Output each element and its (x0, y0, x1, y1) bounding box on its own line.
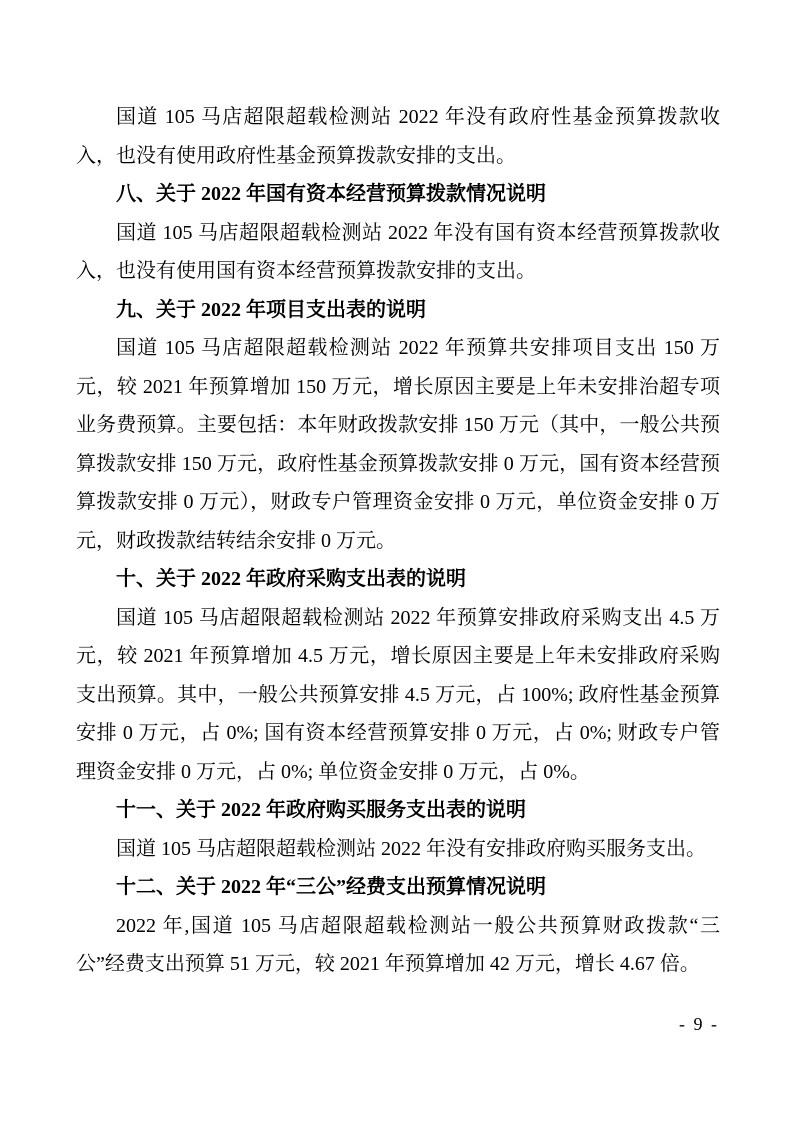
heading-section-12: 十二、关于 2022 年“三公”经费支出预算情况说明 (116, 876, 546, 898)
paragraph-govt-fund-none: 国道 105 马店超限超载检测站 2022 年没有政府性基金预算拨款收入，也没有使用政府性基金预算拨款安排的支出。 (76, 106, 720, 167)
paragraph-purchased-services-none: 国道 105 马店超限超载检测站 2022 年没有安排政府购买服务支出。 (116, 837, 706, 860)
document-body (76, 98, 720, 984)
heading-section-9: 九、关于 2022 年项目支出表的说明 (116, 298, 426, 321)
heading-section-8: 八、关于 2022 年国有资本经营预算拨款情况说明 (116, 183, 546, 205)
heading-section-11: 十一、关于 2022 年政府购买服务支出表的说明 (116, 799, 526, 821)
page-number: - 9 - (679, 1014, 719, 1034)
paragraph-project-expenditure: 国道 105 马店超限超载检测站 2022 年预算共安排项目支出 150 万元，较 2021 年预算增加 150 万元，增长原因主要是上年未安排治超专项业务费预算。主要包括：本年财政拨款安排 150 万元（其中，一般公共预算拨款安排 150 万元，政府性基金预算拨款安排 0 万元，国有资本经营预算拨款安排 0 万元），财政专户管理资金安排 0 万元，单位资金安排 0 万元，财政拨款结转结余安排 0 万元。 (76, 337, 720, 552)
paragraph-govt-procurement: 国道 105 马店超限超载检测站 2022 年预算安排政府采购支出 4.5 万元，较 2021 年预算增加 4.5 万元，增长原因主要是上年未安排政府采购支出预算。其中，一般公共预算安排 4.5 万元，占 100%; 政府性基金预算安排 0 万元，占 0%; 国有资本经营预算安排 0 万元，占 0%; 财政专户管理资金安排 0 万元，占 0%; 单位资金安排 0 万元，占 0%。 (76, 606, 720, 783)
heading-section-10: 十、关于 2022 年政府采购支出表的说明 (116, 568, 466, 590)
paragraph-three-public-funds: 2022 年,国道 105 马店超限超载检测站一般公共预算财政拨款“三公”经费支出预算 51 万元，较 2021 年预算增加 42 万元，增长 4.67 倍。 (76, 914, 720, 975)
paragraph-state-capital-none: 国道 105 马店超限超载检测站 2022 年没有国有资本经营预算拨款收入，也没有使用国有资本经营预算拨款安排的支出。 (76, 221, 720, 282)
